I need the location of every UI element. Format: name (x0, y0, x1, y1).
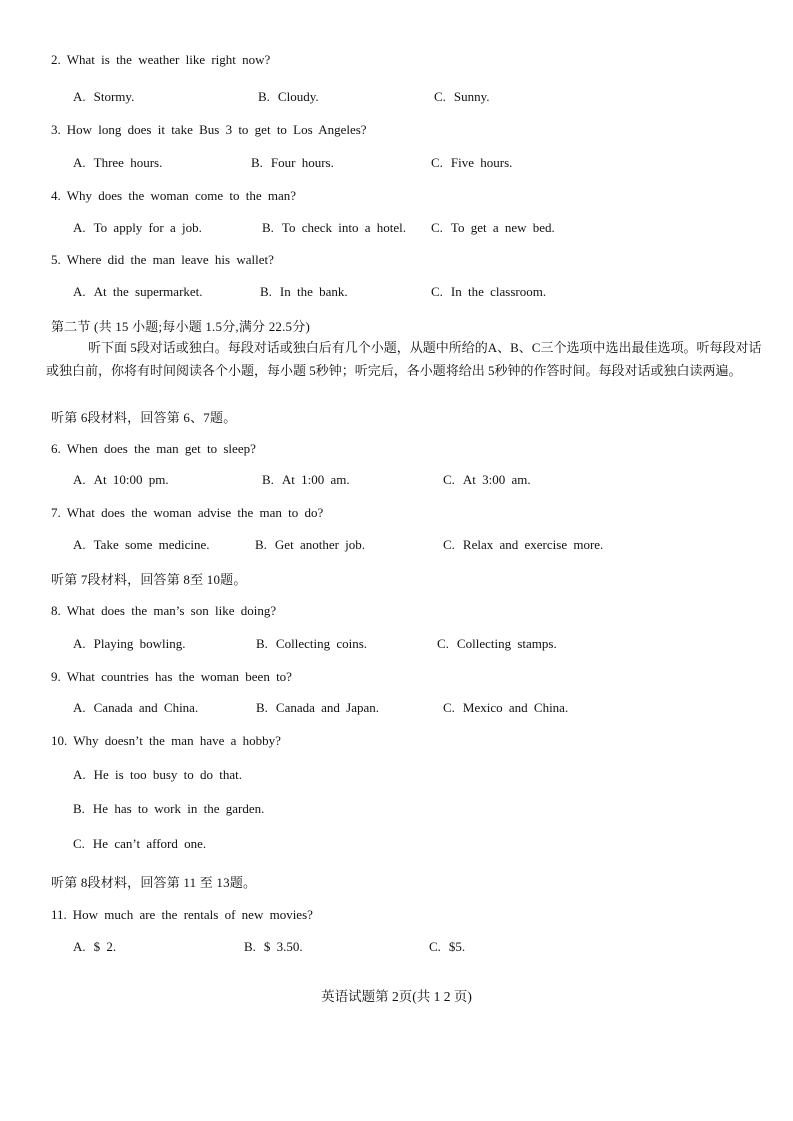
question-9 (51, 669, 292, 685)
question-7 (51, 505, 323, 521)
option-a: A. He is too busy to do that. (73, 767, 242, 782)
question-2 (51, 52, 270, 68)
question-11 (51, 907, 313, 923)
question-text: Where did the man leave his wallet? (66, 252, 274, 267)
question-number: 8. (51, 603, 61, 618)
option-c: C. To get a new bed. (431, 220, 555, 235)
question-text: How much are the rentals of new movies? (72, 907, 313, 922)
option-a: A. Canada and China. (73, 700, 199, 715)
option-c: C. Five hours. (431, 155, 513, 170)
question-number: 9. (51, 669, 61, 684)
option-a: A. Take some medicine. (73, 537, 210, 552)
option-a: A. Playing bowling. (73, 636, 186, 651)
question-4 (51, 188, 296, 204)
option-b: B. Cloudy. (258, 89, 319, 104)
question-text: What does the woman advise the man to do? (66, 505, 324, 520)
option-c: C. He can’t afford one. (73, 836, 207, 851)
option-c: C. Relax and exercise more. (443, 537, 604, 552)
material-heading: 听第 7段材料，回答第 8至 10题。 (51, 572, 247, 587)
question-text: Why doesn’t the man have a hobby? (73, 733, 281, 748)
option-b: B. Get another job. (255, 537, 366, 552)
question-number: 7. (51, 505, 61, 520)
question-text: What is the weather like right now? (66, 52, 271, 67)
question-number: 4. (51, 188, 61, 203)
option-b: B. He has to work in the garden. (73, 801, 265, 816)
option-a: A. Three hours. (73, 155, 163, 170)
section-instructions: 听下面 5段对话或独白。每段对话或独白后有几个小题，从题中所给的A、B、C三个选项中选出最佳选项。听每段对话或独白前，你将有时间阅读各个小题，每小题 5秒钟；听完后，各小题将给出 5秒钟的作答时间。每段对话或独白读两遍。 (46, 340, 762, 378)
question-text: How long does it take Bus 3 to get to Los Angeles? (66, 122, 367, 137)
option-c: C. Sunny. (434, 89, 490, 104)
option-a: A. Stormy. (73, 89, 135, 104)
option-a: A. At the supermarket. (73, 284, 203, 299)
option-b: B. Four hours. (251, 155, 334, 170)
material-heading: 听第 6段材料，回答第 6、7题。 (51, 410, 237, 425)
question-3 (51, 122, 367, 138)
question-text: Why does the woman come to the man? (66, 188, 297, 203)
option-b: B. To check into a hotel. (262, 220, 407, 235)
question-6 (51, 441, 256, 457)
option-b: B. Canada and Japan. (256, 700, 380, 715)
question-number: 10. (51, 733, 68, 748)
option-c: C. In the classroom. (431, 284, 547, 299)
option-c: C. Mexico and China. (443, 700, 569, 715)
section-heading: 第二节 (共 15 小题;每小题 1.5分,满分 22.5分) (51, 319, 310, 334)
question-number: 6. (51, 441, 61, 456)
question-number: 11. (51, 907, 67, 922)
question-number: 5. (51, 252, 61, 267)
option-c: C. Collecting stamps. (437, 636, 557, 651)
question-8 (51, 603, 276, 619)
question-number: 3. (51, 122, 61, 137)
option-b: B. $ 3.50. (244, 939, 303, 954)
question-text: What does the man’s son like doing? (66, 603, 277, 618)
option-b: B. In the bank. (260, 284, 348, 299)
option-c: C. At 3:00 am. (443, 472, 531, 487)
option-a: A. At 10:00 pm. (73, 472, 169, 487)
page-footer: 英语试题第 2页(共 1 2 页) (321, 989, 472, 1004)
option-c: C. $5. (429, 939, 466, 954)
question-text: What countries has the woman been to? (66, 669, 292, 684)
option-a: A. $ 2. (73, 939, 117, 954)
material-heading: 听第 8段材料，回答第 11 至 13题。 (51, 875, 257, 890)
option-b: B. Collecting coins. (256, 636, 368, 651)
option-b: B. At 1:00 am. (262, 472, 350, 487)
question-5 (51, 252, 274, 268)
option-a: A. To apply for a job. (73, 220, 202, 235)
question-text: When does the man get to sleep? (66, 441, 256, 456)
question-number: 2. (51, 52, 61, 67)
question-10 (51, 733, 281, 749)
